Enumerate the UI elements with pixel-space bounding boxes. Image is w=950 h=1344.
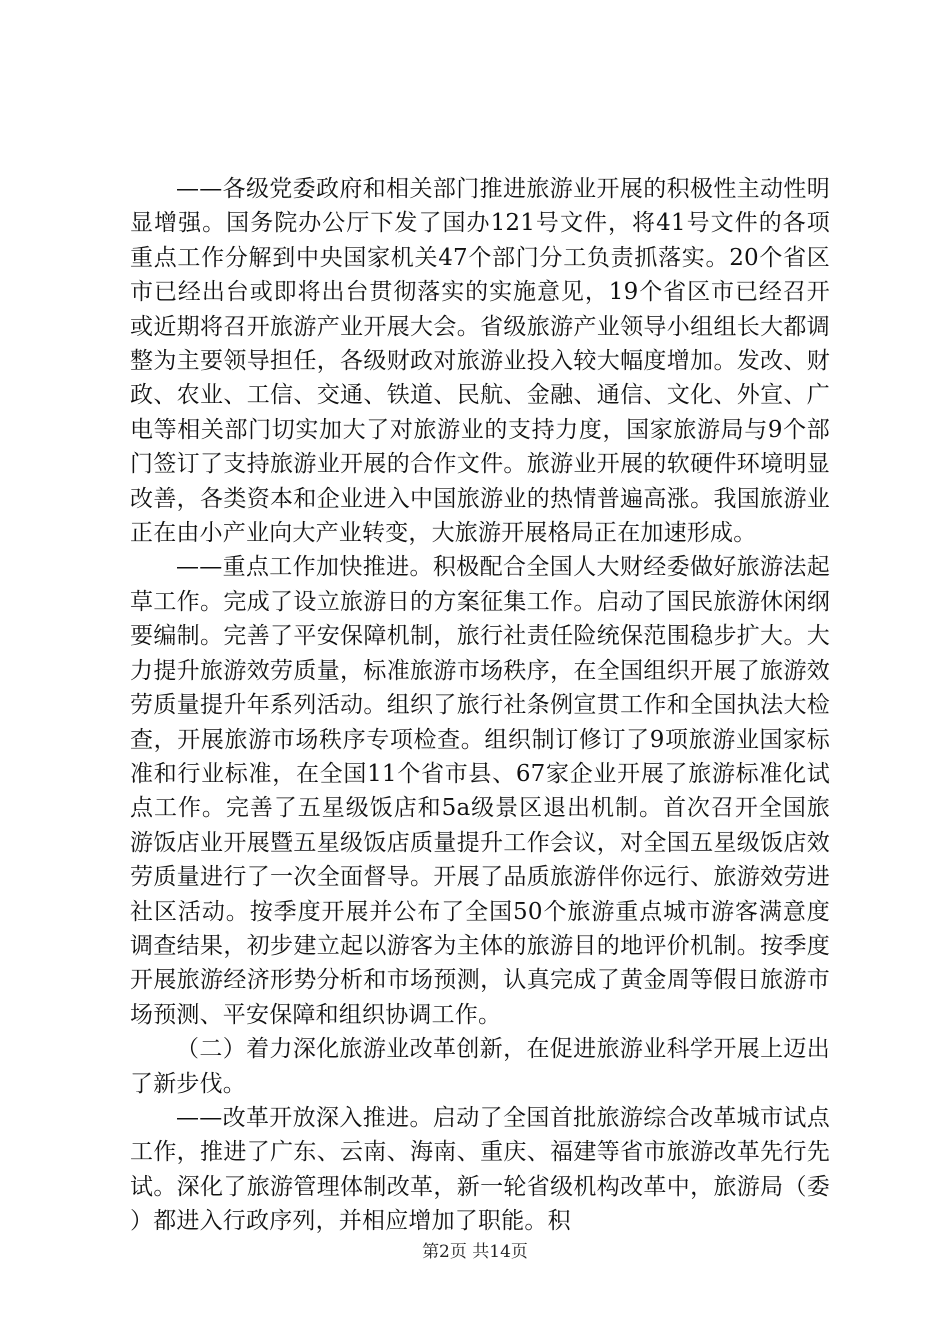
- page-footer: 第2页 共14页: [422, 1242, 528, 1262]
- paragraph-key-work-progress: ——重点工作加快推进。积极配合全国人大财经委做好旅游法起草工作。完成了设立旅游日的方案征集工作。启动了国民旅游休闲纲要编制。完善了平安保障机制，旅行社责任险统保范围稳步扩大。大力提升旅游效劳质量，标准旅游市场秩序，在全国组织开展了旅游效劳质量提升年系列活动。组织了旅行社条例宣贯工作和全国执法大检查，开展旅游市场秩序专项检查。组织制订修订了9项旅游业国家标准和行业标准，在全国11个省市县、67家企业开展了旅游标准化试点工作。完善了五星级饭店和5a级景区退出机制。首次召开全国旅游饭店业开展暨五星级饭店质量提升工作会议，对全国五星级饭店效劳质量进行了一次全面督导。开展了品质旅游伴你远行、旅游效劳进社区活动。按季度开展并公布了全国50个旅游重点城市游客满意度调查结果，初步建立起以游客为主体的旅游目的地评价机制。按季度开展旅游经济形势分析和市场预测，认真完成了黄金周等假日旅游市场预测、平安保障和组织协调工作。: [130, 554, 830, 1028]
- paragraph-party-government-initiative: ——各级党委政府和相关部门推进旅游业开展的积极性主动性明显增强。国务院办公厅下发了国办121号文件，将41号文件的各项重点工作分解到中央国家机关47个部门分工负责抓落实。20个省区市已经出台或即将出台贯彻落实的实施意见，19个省区市已经召开或近期将召开旅游产业开展大会。省级旅游产业领导小组组长大都调整为主要领导担任，各级财政对旅游业投入较大幅度增加。发改、财政、农业、工信、交通、铁道、民航、金融、通信、文化、外宣、广电等相关部门切实加大了对旅游业的支持力度，国家旅游局与9个部门签订了支持旅游业开展的合作文件。旅游业开展的软硬件环境明显改善，各类资本和企业进入中国旅游业的热情普遍高涨。我国旅游业正在由小产业向大产业转变，大旅游开展格局正在加速形成。: [130, 176, 830, 547]
- document-body: [130, 172, 830, 1239]
- paragraph-reform-opening: ——改革开放深入推进。启动了全国首批旅游综合改革城市试点工作，推进了广东、云南、海南、重庆、福建等省市旅游改革先行先试。深化了旅游管理体制改革，新一轮省级机构改革中，旅游局（委）都进入行政序列，并相应增加了职能。积: [130, 1104, 830, 1235]
- paragraph-section-two-heading: （二）着力深化旅游业改革创新，在促进旅游业科学开展上迈出了新步伐。: [130, 1036, 830, 1097]
